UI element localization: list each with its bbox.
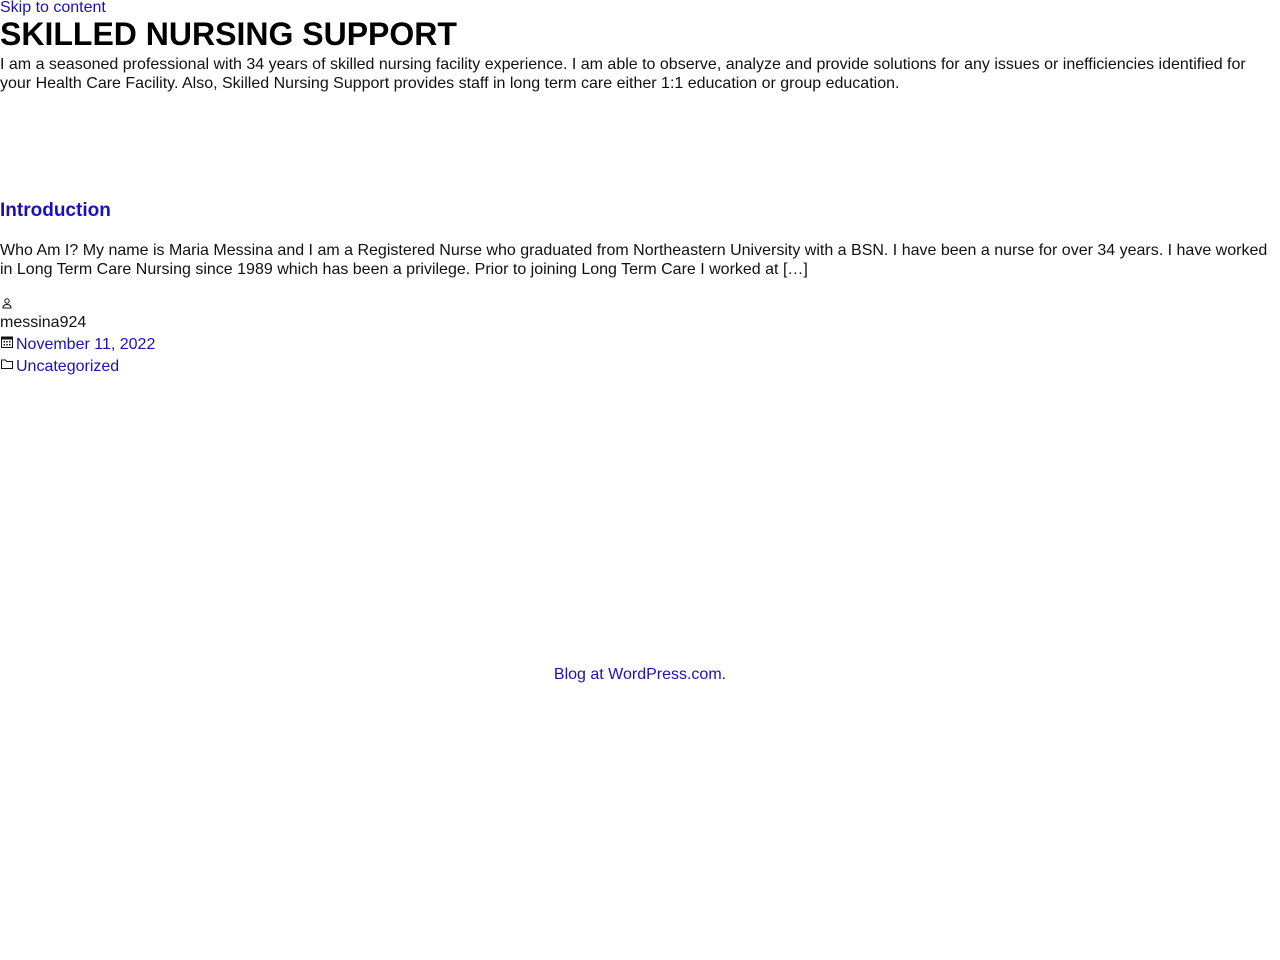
post-meta: [0, 296, 400, 378]
post-date-link[interactable]: November 11, 2022: [16, 336, 156, 353]
site-description: I am a seasoned professional with 34 years of skilled nursing facility experience. I am able to observe, analyze and provide solutions for any issues or inefficiencies identified for your Health Care Facility. Also, Skilled Nursing Support provides staff in long term care either 1:1 education or group education.: [0, 56, 1246, 92]
footer-credit: [0, 665, 1280, 685]
post-title-link[interactable]: Introduction: [0, 200, 111, 221]
post-category-link[interactable]: Uncategorized: [16, 358, 120, 375]
skip-to-content-link[interactable]: Skip to content: [0, 0, 106, 16]
post-title: [0, 200, 111, 222]
person-icon: [0, 296, 14, 310]
folder-icon: [0, 357, 14, 371]
post-author: messina924: [0, 314, 87, 331]
post-category-row: [0, 356, 400, 378]
post-excerpt: Who Am I? My name is Maria Messina and I am a Registered Nurse who graduated from Northeastern University with a BSN. I have been a nurse for over 34 years. I have worked in Long Term Care Nursing since 1989 which has been a privilege. Prior to joining Long Term Care I worked at […]: [0, 242, 1268, 278]
post-date-row: [0, 334, 400, 356]
site-title: SKILLED NURSING SUPPORT: [0, 16, 457, 52]
calendar-icon: [0, 335, 14, 349]
wordpress-credit-link[interactable]: Blog at WordPress.com.: [553, 666, 727, 683]
